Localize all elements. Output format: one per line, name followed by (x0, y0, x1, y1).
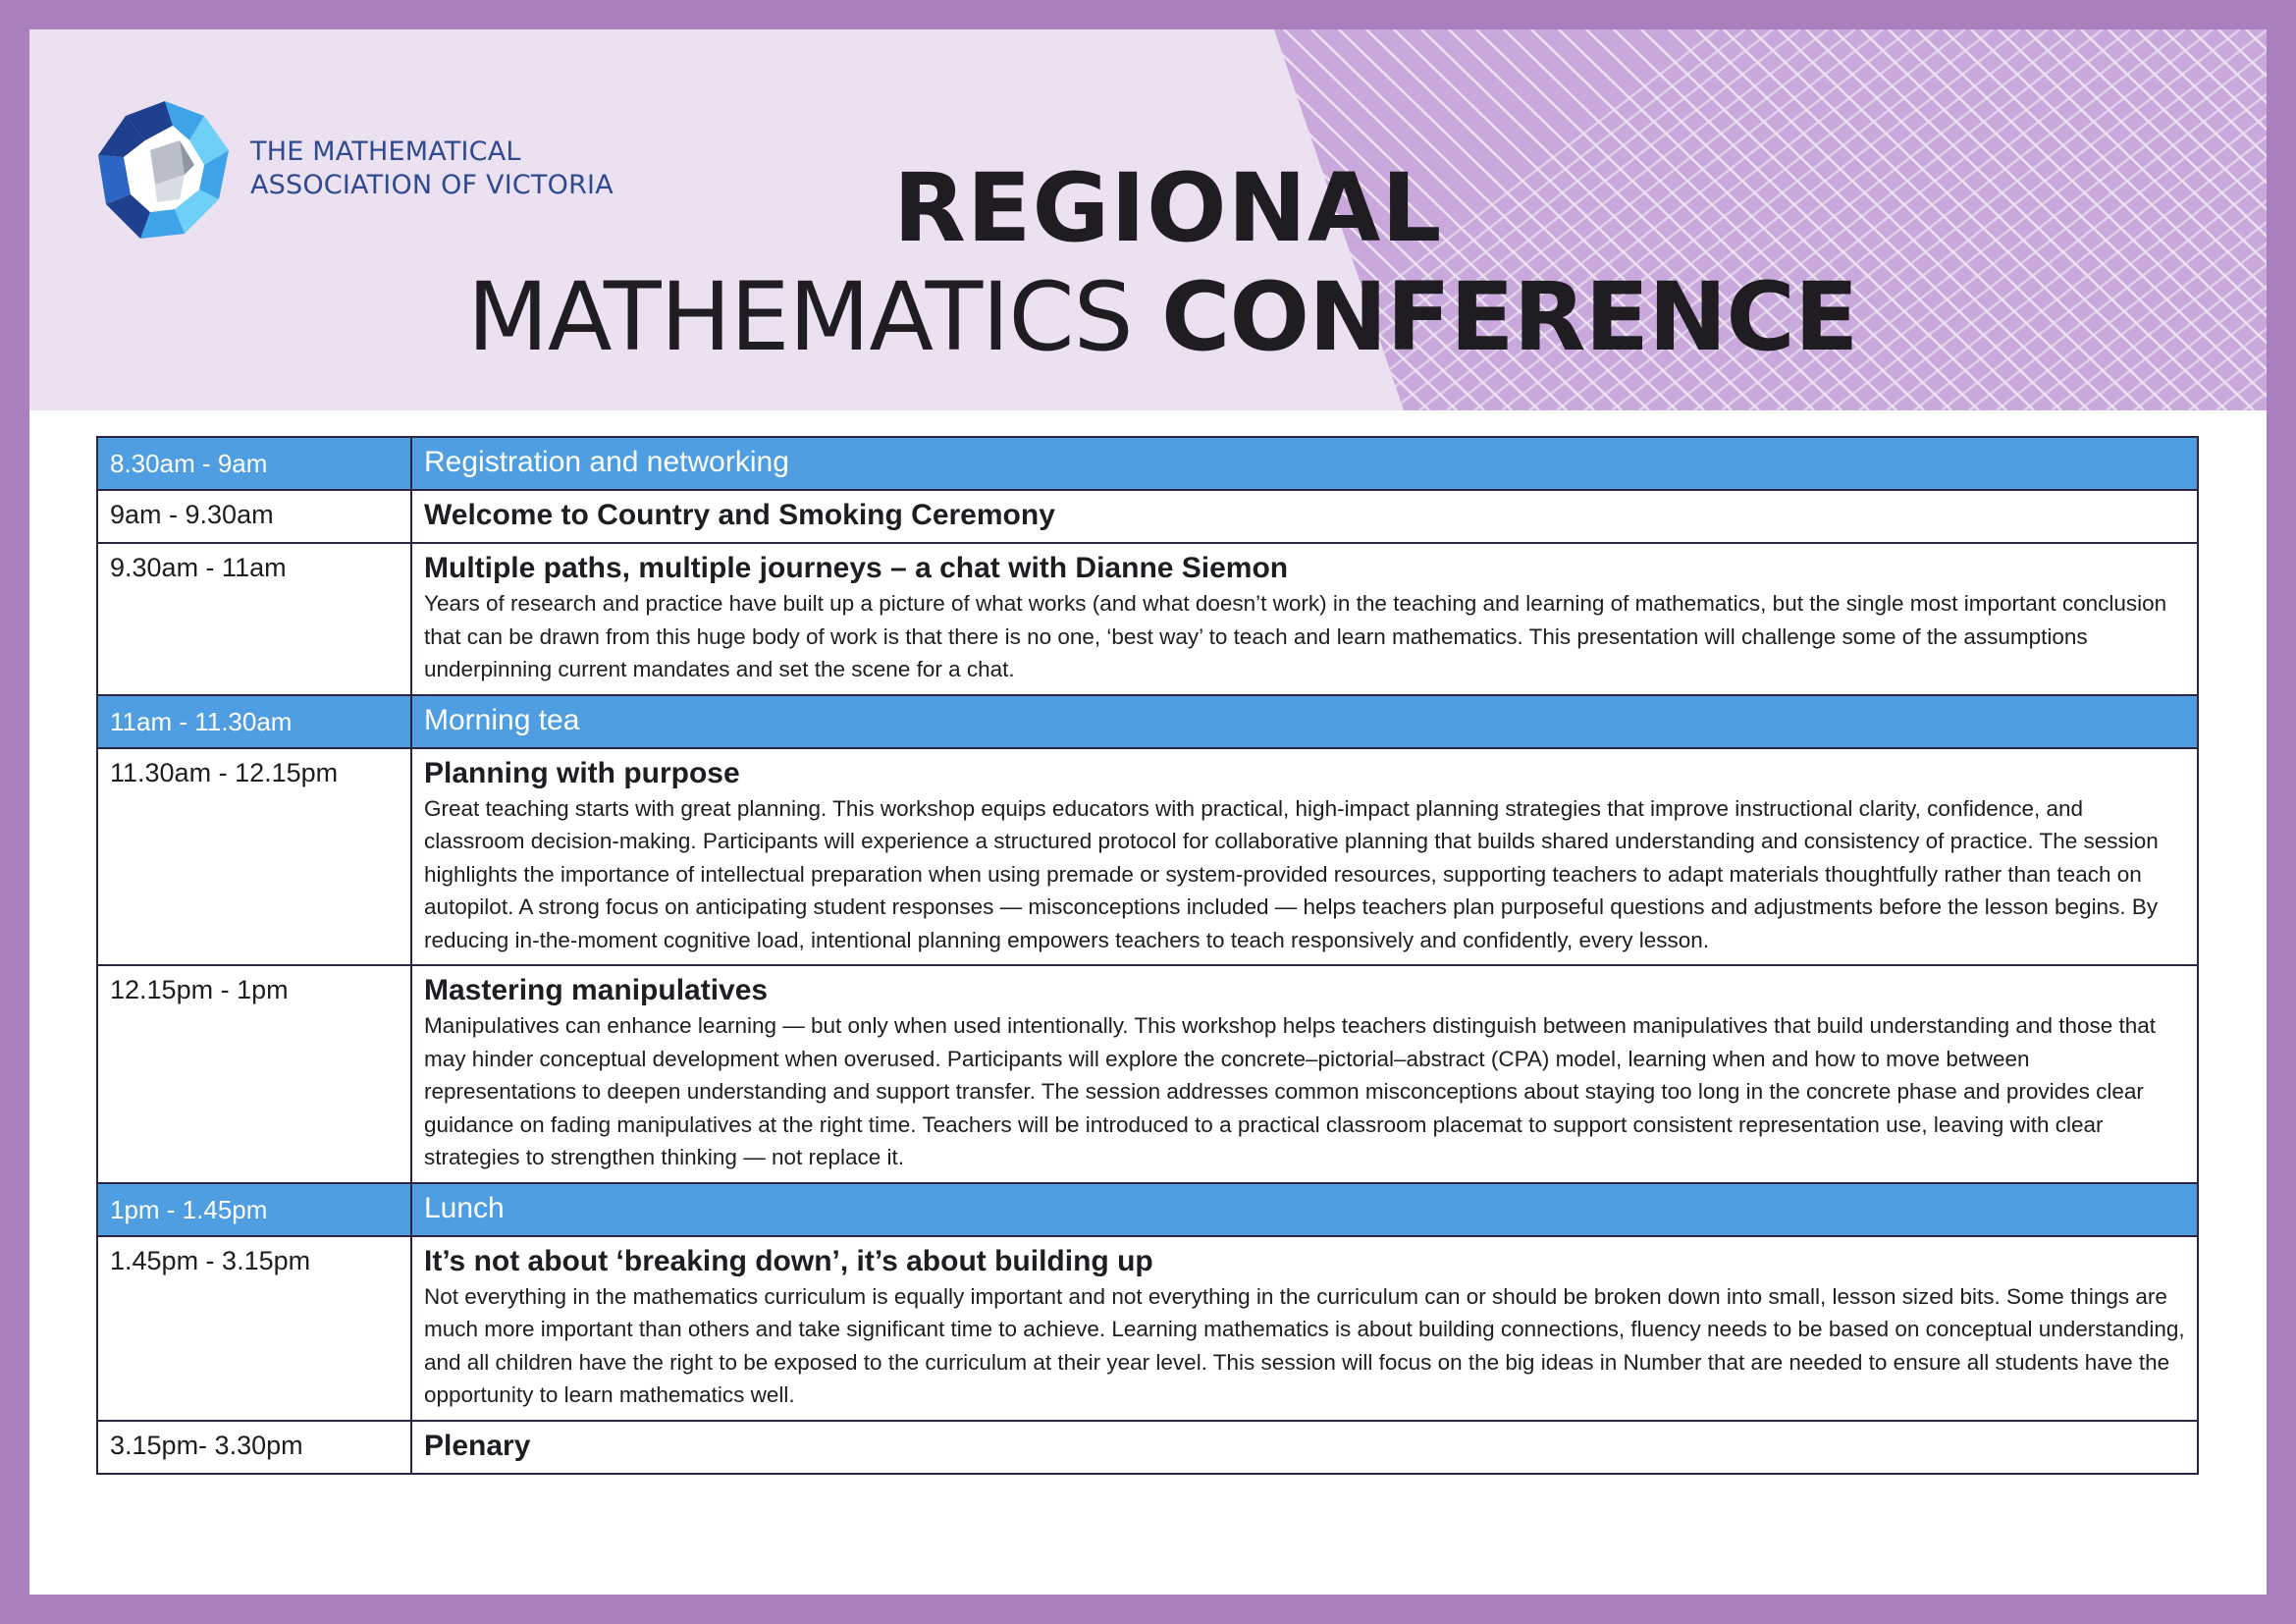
schedule-time: 11am - 11.30am (97, 695, 411, 748)
mav-logo (96, 96, 234, 244)
session-title: Multiple paths, multiple journeys – a chat with Dianne Siemon (424, 552, 1289, 584)
schedule-time: 8.30am - 9am (97, 437, 411, 490)
schedule-content (411, 490, 2198, 543)
title-mathematics: MATHEMATICS (467, 262, 1133, 372)
schedule-content (411, 1421, 2198, 1474)
title-regional: REGIONAL (893, 153, 1443, 263)
schedule-content (411, 748, 2198, 966)
session-title: Plenary (424, 1429, 531, 1462)
schedule-row-session (97, 543, 2198, 695)
schedule-table (96, 436, 2199, 1475)
session-description: Manipulatives can enhance learning — but only when used intentionally. This workshop helps teachers distinguish between manipulatives that build understanding and those that may hinder conceptual development when overused. Participants will explore the concrete–pictorial–abstract (CPA) model, learning when and how to move between representations to deepen understanding and support transfer. The session addresses common misconceptions about staying too long in the concrete phase and provides clear guidance on fading manipulatives at the right time. Teachers will be introduced to a practical classroom placemat to support consistent representation use, leaving with clear strategies to strengthen thinking — not replace it. (424, 1013, 2157, 1169)
schedule-content (411, 543, 2198, 695)
schedule-time: 9.30am - 11am (97, 543, 411, 695)
schedule-row-session (97, 1421, 2198, 1474)
schedule-content (411, 695, 2198, 748)
session-title: It’s not about ‘breaking down’, it’s about building up (424, 1244, 1153, 1277)
organization-line-2: ASSOCIATION OF VICTORIA (250, 170, 614, 200)
schedule-row-session (97, 748, 2198, 966)
schedule-content (411, 437, 2198, 490)
header-banner (29, 29, 2267, 410)
session-description: Years of research and practice have built up a picture of what works (and what doesn’t work) in the teaching and learning of mathematics, but the single most important conclusion that can be drawn from this huge body of work is that there is no one, ‘best way’ to teach and learn mathematics. This presentation will challenge some of the assumptions underpinning current mandates and set the scene for a chat. (424, 591, 2167, 681)
schedule-row-break (97, 695, 2198, 748)
schedule-time: 3.15pm- 3.30pm (97, 1421, 411, 1474)
session-title: Planning with purpose (424, 756, 740, 789)
schedule-row-session (97, 965, 2198, 1183)
schedule-row-break (97, 437, 2198, 490)
title-line-2 (467, 263, 1857, 371)
title-conference: CONFERENCE (1161, 262, 1858, 372)
session-description: Not everything in the mathematics curriculum is equally important and not everything in the curriculum can or should be broken down into small, lesson sized bits. Some things are much more important than others and take significant time to achieve. Learning mathematics is about building connections, fluency needs to be based on conceptual understanding, and all children have the right to be exposed to the curriculum at their year level. This session will focus on the big ideas in Number that are needed to ensure all students have the opportunity to learn mathematics well. (424, 1283, 2185, 1407)
schedule-content (411, 1236, 2198, 1421)
session-title: Lunch (424, 1191, 505, 1224)
organization-line-1: THE MATHEMATICAL (250, 136, 521, 167)
schedule-time: 12.15pm - 1pm (97, 965, 411, 1183)
schedule-content (411, 965, 2198, 1183)
schedule-row-session (97, 1236, 2198, 1421)
schedule-row-break (97, 1183, 2198, 1236)
schedule-time: 9am - 9.30am (97, 490, 411, 543)
schedule-time: 1pm - 1.45pm (97, 1183, 411, 1236)
session-title: Mastering manipulatives (424, 974, 769, 1006)
session-title: Morning tea (424, 703, 580, 736)
session-title: Registration and networking (424, 446, 789, 478)
schedule-content (411, 1183, 2198, 1236)
schedule-row-session (97, 490, 2198, 543)
schedule-time: 1.45pm - 3.15pm (97, 1236, 411, 1421)
session-title: Welcome to Country and Smoking Ceremony (424, 499, 1055, 531)
session-description: Great teaching starts with great planning. This workshop equips educators with practical, high-impact planning strategies that improve instructional clarity, confidence, and classroom decision-making. Participants will experience a structured protocol for collaborative planning that builds shared understanding and consistency of practice. The session highlights the importance of intellectual preparation when using premade or system-provided resources, supporting teachers to adapt materials thoughtfully rather than teach on autopilot. A strong focus on anticipating student responses — misconceptions included — helps teachers plan purposeful questions and adjustments before the lesson begins. By reducing in-the-moment cognitive load, intentional planning empowers teachers to teach responsively and confidently, every lesson. (424, 795, 2159, 952)
organization-name (250, 135, 614, 202)
schedule-time: 11.30am - 12.15pm (97, 748, 411, 966)
